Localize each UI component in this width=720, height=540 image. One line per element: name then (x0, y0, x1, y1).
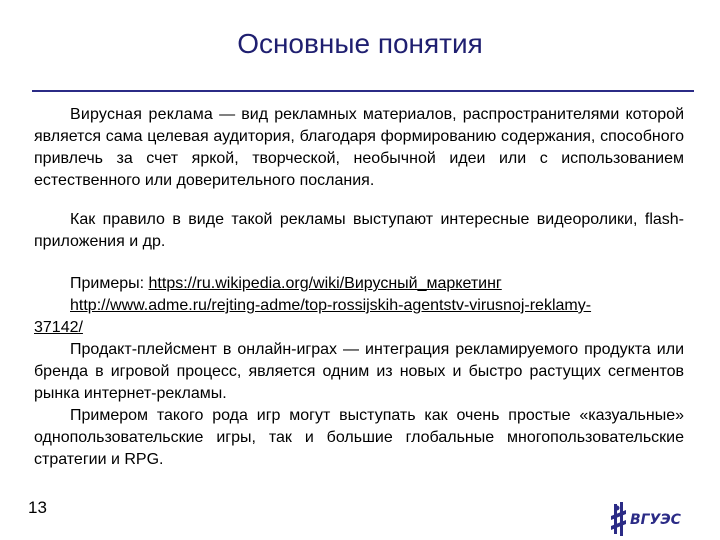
adme-link[interactable]: http://www.adme.ru/rejting-adme/top-rossijskih-agentstv-virusnoj-reklamy- (70, 297, 592, 314)
paragraph-game-examples: Примером такого рода игр могут выступать как очень простые «казуальные» однопользовательские игры, так и большие глобальные многопользовательские стратегии и RPG. (34, 407, 684, 468)
logo-text: ВГУЭС (630, 512, 681, 528)
examples-line (34, 273, 684, 295)
wikipedia-link[interactable]: https://ru.wikipedia.org/wiki/Вирусный_маркетинг (148, 275, 502, 292)
paragraph-viral-ad (34, 104, 684, 192)
adme-link-line (34, 295, 684, 317)
slide-body (34, 104, 684, 471)
definition-viral-ad: — вид рекламных материалов, распространителями которой является сама целевая аудитория, благодаря формированию содержания, способного привлечь за счет яркой, творческой, необычной идеи или с использованием естественного или доверительного послания. (34, 106, 685, 189)
adme-link-line-2 (34, 317, 684, 339)
university-logo-icon (608, 498, 688, 540)
examples-label: Примеры: (70, 275, 149, 292)
paragraph-formats: Как правило в виде такой рекламы выступают интересные видеоролики, flash-приложения и др. (34, 211, 684, 250)
emblem-mark (611, 502, 626, 536)
page-number: 13 (28, 498, 47, 517)
slide-title: Основные понятия (237, 28, 483, 59)
adme-link-continued[interactable]: 37142/ (34, 319, 83, 336)
title-divider (32, 90, 694, 92)
term-viral-ad: Вирусная реклама (70, 106, 214, 123)
paragraph-product-placement: Продакт-плейсмент в онлайн-играх — интеграция рекламируемого продукта или бренда в игровой процесс, является одним из новых и быстро растущих сегментов рынка интернет-рекламы. (34, 341, 684, 402)
